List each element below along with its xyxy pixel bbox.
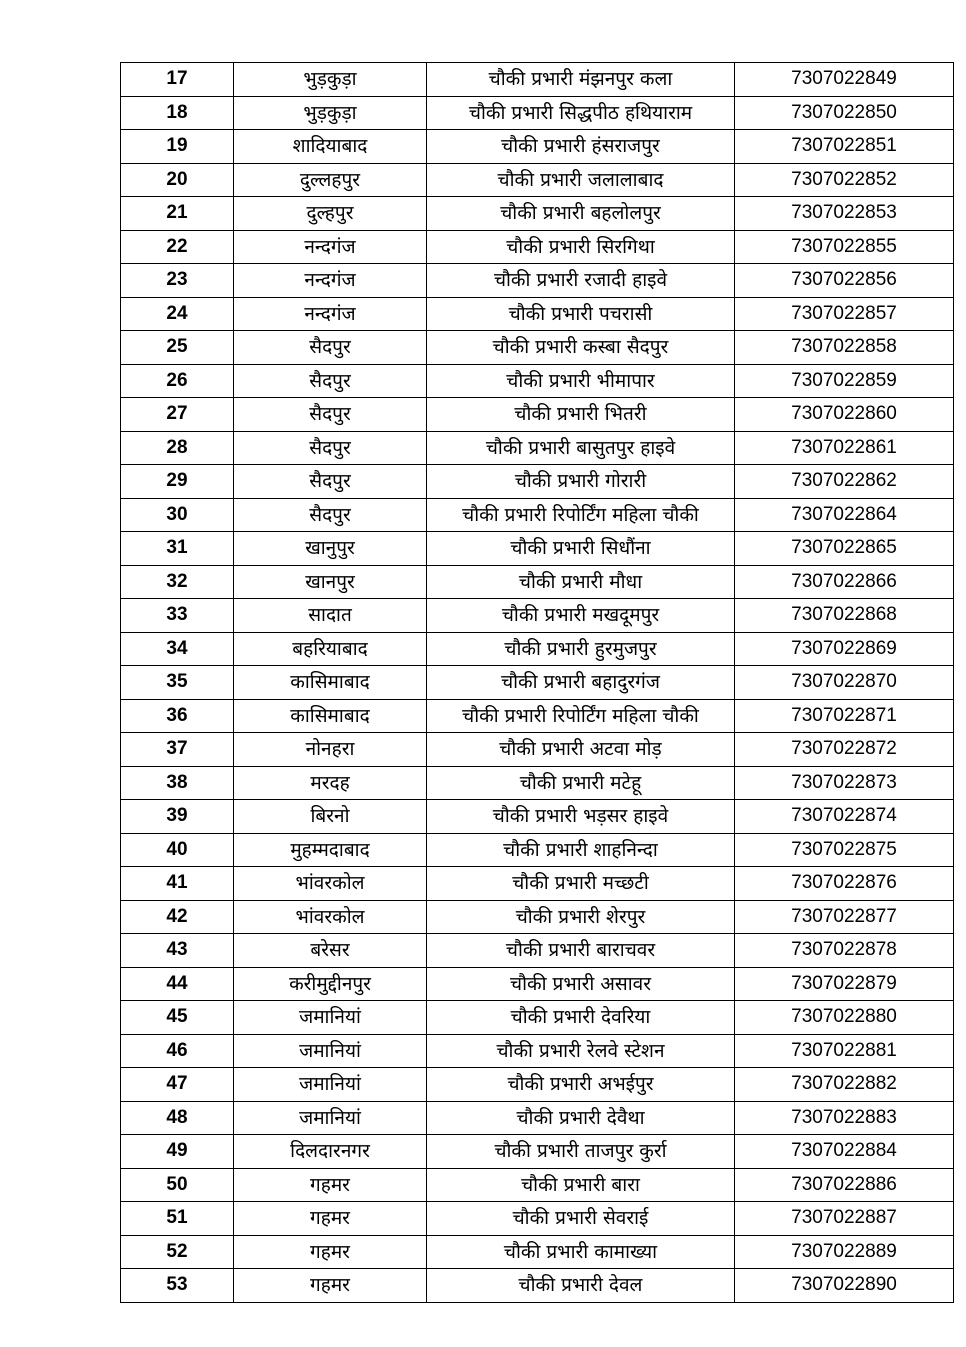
police-station-cell: भुड़कुड़ा <box>234 63 427 97</box>
serial-number-cell: 27 <box>121 398 234 432</box>
chowki-incharge-cell: चौकी प्रभारी देवल <box>427 1269 735 1303</box>
police-station-cell: सैदपुर <box>234 431 427 465</box>
phone-number-cell: 7307022889 <box>735 1235 954 1269</box>
phone-number-cell: 7307022861 <box>735 431 954 465</box>
serial-number-cell: 48 <box>121 1101 234 1135</box>
serial-number-cell: 46 <box>121 1034 234 1068</box>
table-row <box>121 431 954 465</box>
serial-number-cell: 28 <box>121 431 234 465</box>
phone-number-cell: 7307022879 <box>735 967 954 1001</box>
phone-number-cell: 7307022852 <box>735 163 954 197</box>
table-row <box>121 599 954 633</box>
chowki-incharge-cell: चौकी प्रभारी शेरपुर <box>427 900 735 934</box>
chowki-incharge-cell: चौकी प्रभारी ताजपुर कुर्रा <box>427 1135 735 1169</box>
police-station-cell: जमानियां <box>234 1001 427 1035</box>
phone-number-cell: 7307022875 <box>735 833 954 867</box>
table-row <box>121 163 954 197</box>
table-row <box>121 800 954 834</box>
phone-number-cell: 7307022871 <box>735 699 954 733</box>
police-station-cell: नन्दगंज <box>234 297 427 331</box>
serial-number-cell: 17 <box>121 63 234 97</box>
serial-number-cell: 45 <box>121 1001 234 1035</box>
table-row <box>121 632 954 666</box>
police-station-cell: बहरियाबाद <box>234 632 427 666</box>
chowki-incharge-cell: चौकी प्रभारी कामाख्या <box>427 1235 735 1269</box>
phone-number-cell: 7307022886 <box>735 1168 954 1202</box>
chowki-incharge-cell: चौकी प्रभारी बासुतपुर हाइवे <box>427 431 735 465</box>
phone-number-cell: 7307022884 <box>735 1135 954 1169</box>
table-row <box>121 1168 954 1202</box>
phone-number-cell: 7307022874 <box>735 800 954 834</box>
phone-number-cell: 7307022850 <box>735 96 954 130</box>
chowki-incharge-cell: चौकी प्रभारी अभईपुर <box>427 1068 735 1102</box>
table-row <box>121 230 954 264</box>
police-station-cell: गहमर <box>234 1168 427 1202</box>
table-row <box>121 1001 954 1035</box>
police-station-cell: बरेसर <box>234 934 427 968</box>
table-row <box>121 666 954 700</box>
table-row <box>121 1068 954 1102</box>
police-station-cell: मुहम्मदाबाद <box>234 833 427 867</box>
phone-number-cell: 7307022864 <box>735 498 954 532</box>
serial-number-cell: 24 <box>121 297 234 331</box>
chowki-incharge-cell: चौकी प्रभारी रजादी हाइवे <box>427 264 735 298</box>
serial-number-cell: 43 <box>121 934 234 968</box>
police-station-cell: गहमर <box>234 1269 427 1303</box>
phone-number-cell: 7307022873 <box>735 766 954 800</box>
serial-number-cell: 47 <box>121 1068 234 1102</box>
phone-number-cell: 7307022868 <box>735 599 954 633</box>
serial-number-cell: 19 <box>121 130 234 164</box>
chowki-incharge-cell: चौकी प्रभारी कस्बा सैदपुर <box>427 331 735 365</box>
table-row <box>121 1034 954 1068</box>
serial-number-cell: 50 <box>121 1168 234 1202</box>
serial-number-cell: 25 <box>121 331 234 365</box>
chowki-incharge-cell: चौकी प्रभारी भितरी <box>427 398 735 432</box>
phone-number-cell: 7307022869 <box>735 632 954 666</box>
serial-number-cell: 49 <box>121 1135 234 1169</box>
phone-number-cell: 7307022853 <box>735 197 954 231</box>
police-station-cell: नन्दगंज <box>234 264 427 298</box>
chowki-contact-table <box>120 62 954 1303</box>
phone-number-cell: 7307022881 <box>735 1034 954 1068</box>
phone-number-cell: 7307022878 <box>735 934 954 968</box>
table-row <box>121 398 954 432</box>
table-row <box>121 867 954 901</box>
serial-number-cell: 34 <box>121 632 234 666</box>
police-station-cell: भुड़कुड़ा <box>234 96 427 130</box>
police-station-cell: सैदपुर <box>234 364 427 398</box>
chowki-incharge-cell: चौकी प्रभारी बहलोलपुर <box>427 197 735 231</box>
police-station-cell: गहमर <box>234 1235 427 1269</box>
chowki-incharge-cell: चौकी प्रभारी भीमापार <box>427 364 735 398</box>
chowki-incharge-cell: चौकी प्रभारी सिधौंना <box>427 532 735 566</box>
table-row <box>121 264 954 298</box>
phone-number-cell: 7307022858 <box>735 331 954 365</box>
table-row <box>121 130 954 164</box>
police-station-cell: दुल्हपुर <box>234 197 427 231</box>
serial-number-cell: 32 <box>121 565 234 599</box>
serial-number-cell: 39 <box>121 800 234 834</box>
police-station-cell: भांवरकोल <box>234 867 427 901</box>
phone-number-cell: 7307022849 <box>735 63 954 97</box>
chowki-incharge-cell: चौकी प्रभारी बाराचवर <box>427 934 735 968</box>
police-station-cell: सैदपुर <box>234 331 427 365</box>
police-station-cell: खानुपुर <box>234 532 427 566</box>
serial-number-cell: 30 <box>121 498 234 532</box>
table-row <box>121 699 954 733</box>
police-station-cell: शादियाबाद <box>234 130 427 164</box>
police-station-cell: मरदह <box>234 766 427 800</box>
table-row <box>121 197 954 231</box>
table-row <box>121 364 954 398</box>
serial-number-cell: 20 <box>121 163 234 197</box>
phone-number-cell: 7307022870 <box>735 666 954 700</box>
phone-number-cell: 7307022887 <box>735 1202 954 1236</box>
police-station-cell: सैदपुर <box>234 465 427 499</box>
chowki-incharge-cell: चौकी प्रभारी सेवराई <box>427 1202 735 1236</box>
serial-number-cell: 51 <box>121 1202 234 1236</box>
serial-number-cell: 22 <box>121 230 234 264</box>
phone-number-cell: 7307022862 <box>735 465 954 499</box>
police-station-cell: कासिमाबाद <box>234 699 427 733</box>
chowki-incharge-cell: चौकी प्रभारी रिपोर्टिंग महिला चौकी <box>427 498 735 532</box>
table-row <box>121 967 954 1001</box>
phone-number-cell: 7307022855 <box>735 230 954 264</box>
phone-number-cell: 7307022883 <box>735 1101 954 1135</box>
table-row <box>121 833 954 867</box>
chowki-incharge-cell: चौकी प्रभारी असावर <box>427 967 735 1001</box>
police-station-cell: करीमुद्दीनपुर <box>234 967 427 1001</box>
serial-number-cell: 18 <box>121 96 234 130</box>
serial-number-cell: 36 <box>121 699 234 733</box>
table-body <box>121 63 954 1303</box>
chowki-incharge-cell: चौकी प्रभारी मौधा <box>427 565 735 599</box>
chowki-incharge-cell: चौकी प्रभारी पचरासी <box>427 297 735 331</box>
phone-number-cell: 7307022865 <box>735 532 954 566</box>
table-row <box>121 934 954 968</box>
police-station-cell: सादात <box>234 599 427 633</box>
serial-number-cell: 40 <box>121 833 234 867</box>
chowki-incharge-cell: चौकी प्रभारी गोरारी <box>427 465 735 499</box>
table-row <box>121 766 954 800</box>
table-row <box>121 565 954 599</box>
police-station-cell: नोनहरा <box>234 733 427 767</box>
serial-number-cell: 31 <box>121 532 234 566</box>
phone-number-cell: 7307022856 <box>735 264 954 298</box>
chowki-incharge-cell: चौकी प्रभारी मच्छटी <box>427 867 735 901</box>
chowki-incharge-cell: चौकी प्रभारी जलालाबाद <box>427 163 735 197</box>
chowki-incharge-cell: चौकी प्रभारी बारा <box>427 1168 735 1202</box>
phone-number-cell: 7307022877 <box>735 900 954 934</box>
chowki-incharge-cell: चौकी प्रभारी रेलवे स्टेशन <box>427 1034 735 1068</box>
chowki-incharge-cell: चौकी प्रभारी देवरिया <box>427 1001 735 1035</box>
table-row <box>121 498 954 532</box>
serial-number-cell: 26 <box>121 364 234 398</box>
chowki-incharge-cell: चौकी प्रभारी मटेहू <box>427 766 735 800</box>
phone-number-cell: 7307022857 <box>735 297 954 331</box>
police-station-cell: सैदपुर <box>234 498 427 532</box>
chowki-incharge-cell: चौकी प्रभारी हंसराजपुर <box>427 130 735 164</box>
phone-number-cell: 7307022860 <box>735 398 954 432</box>
serial-number-cell: 33 <box>121 599 234 633</box>
serial-number-cell: 29 <box>121 465 234 499</box>
table-row <box>121 1101 954 1135</box>
serial-number-cell: 23 <box>121 264 234 298</box>
chowki-incharge-cell: चौकी प्रभारी शाहनिन्दा <box>427 833 735 867</box>
phone-number-cell: 7307022872 <box>735 733 954 767</box>
chowki-incharge-cell: चौकी प्रभारी सिरगिथा <box>427 230 735 264</box>
chowki-incharge-cell: चौकी प्रभारी भड़सर हाइवे <box>427 800 735 834</box>
chowki-incharge-cell: चौकी प्रभारी मखदूमपुर <box>427 599 735 633</box>
chowki-incharge-cell: चौकी प्रभारी रिपोर्टिंग महिला चौकी <box>427 699 735 733</box>
serial-number-cell: 53 <box>121 1269 234 1303</box>
table-row <box>121 331 954 365</box>
table-row <box>121 733 954 767</box>
police-station-cell: गहमर <box>234 1202 427 1236</box>
police-station-cell: नन्दगंज <box>234 230 427 264</box>
table-row <box>121 1202 954 1236</box>
chowki-incharge-cell: चौकी प्रभारी बहादुरगंज <box>427 666 735 700</box>
serial-number-cell: 35 <box>121 666 234 700</box>
chowki-incharge-cell: चौकी प्रभारी मंझनपुर कला <box>427 63 735 97</box>
police-station-cell: बिरनो <box>234 800 427 834</box>
table-row <box>121 900 954 934</box>
phone-number-cell: 7307022851 <box>735 130 954 164</box>
police-station-cell: खानपुर <box>234 565 427 599</box>
phone-number-cell: 7307022859 <box>735 364 954 398</box>
serial-number-cell: 38 <box>121 766 234 800</box>
table-row <box>121 1269 954 1303</box>
chowki-incharge-cell: चौकी प्रभारी सिद्धपीठ हथियाराम <box>427 96 735 130</box>
police-station-cell: सैदपुर <box>234 398 427 432</box>
phone-number-cell: 7307022880 <box>735 1001 954 1035</box>
police-station-cell: दुल्लहपुर <box>234 163 427 197</box>
table-row <box>121 63 954 97</box>
serial-number-cell: 21 <box>121 197 234 231</box>
table-row <box>121 96 954 130</box>
table-row <box>121 465 954 499</box>
table-row <box>121 1135 954 1169</box>
police-station-cell: जमानियां <box>234 1034 427 1068</box>
chowki-incharge-cell: चौकी प्रभारी देवैथा <box>427 1101 735 1135</box>
police-station-cell: जमानियां <box>234 1101 427 1135</box>
police-station-cell: कासिमाबाद <box>234 666 427 700</box>
chowki-incharge-cell: चौकी प्रभारी अटवा मोड़ <box>427 733 735 767</box>
serial-number-cell: 52 <box>121 1235 234 1269</box>
serial-number-cell: 41 <box>121 867 234 901</box>
police-station-cell: जमानियां <box>234 1068 427 1102</box>
phone-number-cell: 7307022866 <box>735 565 954 599</box>
serial-number-cell: 37 <box>121 733 234 767</box>
serial-number-cell: 44 <box>121 967 234 1001</box>
police-station-cell: भांवरकोल <box>234 900 427 934</box>
table-row <box>121 532 954 566</box>
chowki-incharge-cell: चौकी प्रभारी हुरमुजपुर <box>427 632 735 666</box>
phone-number-cell: 7307022882 <box>735 1068 954 1102</box>
phone-number-cell: 7307022890 <box>735 1269 954 1303</box>
table-row <box>121 297 954 331</box>
serial-number-cell: 42 <box>121 900 234 934</box>
phone-number-cell: 7307022876 <box>735 867 954 901</box>
table-row <box>121 1235 954 1269</box>
police-station-cell: दिलदारनगर <box>234 1135 427 1169</box>
